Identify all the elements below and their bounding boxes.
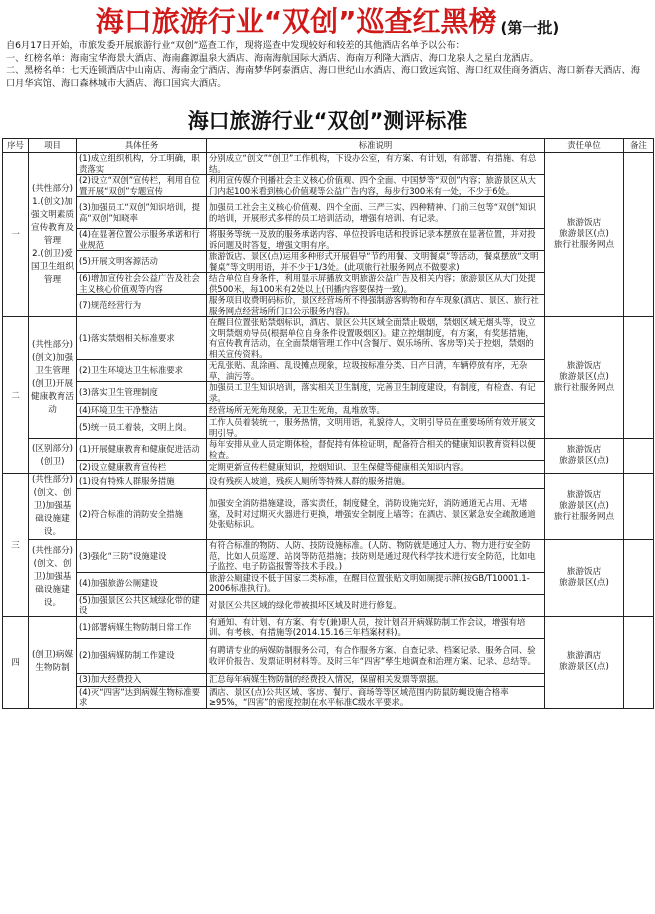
- item-category: (共性部分) (创文、创卫)加强基础设施建设。: [29, 474, 77, 540]
- task-cell: (4)灭“四害”达到病媒生物标准要求: [77, 686, 207, 708]
- section-number: 四: [3, 616, 29, 708]
- standard-cell: 加强安全消防措施建设，落实责任，制度健全，消防设施完好，消防通道无占用、无堵塞，及时对过期灭火器进行更换，增强安全制度上墙等；在酒店、景区紧急安全疏散通道处张贴标识。: [207, 488, 545, 539]
- intro-paragraph: 自6月17日开始，市旅发委开展旅游行业“双创”巡查工作，现将巡查中发现较好和较差的其他酒店名单予以公布：: [6, 40, 465, 51]
- task-cell: (6)增加宣传社会公益广告及社会主义核心价值观等内容: [77, 273, 207, 295]
- responsible-unit: 旅游酒店 旅游景区(点): [545, 616, 624, 708]
- task-cell: (2)卫生环境达卫生标准要求: [77, 360, 207, 382]
- headline-batch: (第一批): [500, 19, 560, 37]
- header-desc: 标准说明: [207, 139, 545, 153]
- intro-paragraph: 二、黑榜名单：七天连锁酒店中山南店、海南金宁酒店、海南梦华阿泰酒店、海口世纪山水酒店、海口致远宾馆、海口红双佳商务酒店、海口新春天酒店、海口月华宾馆、海口森林城市大酒店、海口国宾大酒店。: [6, 65, 640, 89]
- task-cell: (2)设立“双创”宣传栏，利用自位置开展“双创”专题宣传: [77, 175, 207, 197]
- task-cell: (3)加强员工“双创”知识培训，提高“双创”知晓率: [77, 197, 207, 229]
- standard-cell: 设有残疾人坡道，残疾人厕所等特殊人群的服务措施。: [207, 474, 545, 489]
- remark-cell: [624, 540, 654, 617]
- standard-cell: 每年安排从业人员定期体检，督促持有体检证明，配备符合相关的健康知识教育资料以便检查。: [207, 439, 545, 461]
- standard-cell: 汇总每年病媒生物防制的经费投入情况，保留相关发票等票据。: [207, 673, 545, 686]
- section-number: 一: [3, 153, 29, 317]
- standard-cell: 在醒目位置张贴禁烟标识，酒店、景区公共区域全面禁止吸烟，禁烟区域无烟头等，设立文明禁烟劝导员(根据单位自身条件设置吸烟区)。建立控烟制度，有方案，有奖惩措施，有宣传教育活动，在全面禁烟管理工作中(含餐厅、娱乐场所、客房等)关于控烟，禁烟的相关宣传资料。: [207, 317, 545, 360]
- standard-cell: 定期更新宣传栏健康知识，控烟知识、卫生保健等健康相关知识内容。: [207, 461, 545, 474]
- intro-paragraph: 一、红榜名单：海南宝华海景大酒店、海南鑫源温泉大酒店、海南海航国际大酒店、海南万利隆大酒店、海口龙泉人之星白龙酒店。: [6, 52, 539, 64]
- section-number: 二: [3, 317, 29, 474]
- task-cell: (5)统一员工着装，文明上岗。: [77, 417, 207, 439]
- standard-cell: 分别成立“创文”“创卫”工作机构，下设办公室，有方案、有计划，有部署、有措施、有总结。: [207, 153, 545, 175]
- responsible-unit: 旅游饭店 旅游景区(点): [545, 439, 624, 474]
- standard-cell: 加强员工社会主义核心价值观、四个全面、三严三实、四种精神、门前三包等“双创”知识的培训，开展形式多样的员工培训活动，增强有培训、有记录。: [207, 197, 545, 229]
- task-cell: (5)开展文明客源活动: [77, 251, 207, 273]
- standard-cell: 服务项目收费明码标价，景区经营场所不得强制游客购物和存车现象(酒店、景区、旅行社服务网点经营场所门口公示服务内容)。: [207, 295, 545, 317]
- table-row: [3, 317, 654, 360]
- task-cell: (1)落实禁烟相关标准要求: [77, 317, 207, 360]
- task-cell: (1)部署病媒生物防制日常工作: [77, 616, 207, 638]
- standard-cell: 对景区公共区域的绿化带被损坏区域及时进行修复。: [207, 594, 545, 616]
- responsible-unit: 旅游饭店 旅游景区(点) 旅行社服务网点: [545, 317, 624, 439]
- task-cell: (1)开展健康教育和健康促进活动: [77, 439, 207, 461]
- task-cell: (2)加强病媒防制工作建设: [77, 638, 207, 673]
- header-unit: 责任单位: [545, 139, 624, 153]
- standard-cell: 将服务等统一及放的服务承诺内容、单位投诉电话和投诉记录本摆放在显著位置，并对投诉问题及时答复，增强文明有序。: [207, 229, 545, 251]
- standard-cell: 有通知、有计划、有方案、有专(兼)职人员，按计划召开病媒防制工作会议，增强有培训、有考核、有措施等(2014.15.16三年档案材料)。: [207, 616, 545, 638]
- table-row: [3, 439, 654, 461]
- standard-cell: 利用宣传媒介刊播社会主义核心价值观、四个全面、中国梦等“双创”内容；旅游景区从大门内起100米看到核心价值观等公益广告内容，每步行300米有一处，不少于6处。: [207, 175, 545, 197]
- standard-cell: 加强员工卫生知识培训，落实相关卫生制度，完善卫生制度建设，有制度，有检查、有记录。: [207, 382, 545, 404]
- intro-text: [0, 38, 655, 104]
- standard-cell: 旅游饭店、景区(点)运用多种形式开展倡导“节约用餐、文明餐桌”等活动，餐桌摆放“文明餐桌”等文明用语，并不少于1/3处。(此项旅行社服务网点不做要求): [207, 251, 545, 273]
- remark-cell: [624, 317, 654, 439]
- task-cell: (3)强化“三防”设施建设: [77, 540, 207, 573]
- table-row: [3, 153, 654, 175]
- table-row: [3, 540, 654, 573]
- task-cell: (4)加强旅游公厕建设: [77, 572, 207, 594]
- table-row: [3, 616, 654, 638]
- header-remark: 备注: [624, 139, 654, 153]
- standard-cell: 酒店、景区(点)公共区域、客房、餐厅、商场等等区域范围内防鼠防蝇设施合格率≥95%，“四害”的密度控制在水平标准C级水平要求。: [207, 686, 545, 708]
- remark-cell: [624, 616, 654, 708]
- headline: [0, 0, 655, 38]
- standard-cell: 旅游公厕建设不低于国家二类标准，在醒目位置张贴文明如厕提示牌(按GB/T10001.1-2006标准执行)。: [207, 572, 545, 594]
- standard-cell: 无乱张贴、乱涂画、乱设摊点现象，垃圾按标准分类、日产日清，车辆停放有序，无杂草，油污等。: [207, 360, 545, 382]
- remark-cell: [624, 153, 654, 317]
- task-cell: (2)设立健康教育宣传栏: [77, 461, 207, 474]
- item-category: (共性部分) (创文、创卫)加强基础设施建设。: [29, 540, 77, 617]
- remark-cell: [624, 474, 654, 540]
- task-cell: (2)符合标准的消防安全措施: [77, 488, 207, 539]
- task-cell: (4)环境卫生干净整洁: [77, 404, 207, 417]
- task-cell: (5)加强景区公共区域绿化带的建设: [77, 594, 207, 616]
- task-cell: (3)加大经费投入: [77, 673, 207, 686]
- header-item: 项目: [29, 139, 77, 153]
- header-task: 具体任务: [77, 139, 207, 153]
- table-header-row: [3, 139, 654, 153]
- task-cell: (4)在显著位置公示服务承诺和行业规范: [77, 229, 207, 251]
- item-category: (创卫)病媒生物防制: [29, 616, 77, 708]
- task-cell: (1)成立组织机构，分工明确，职责落实: [77, 153, 207, 175]
- header-no: 序号: [3, 139, 29, 153]
- task-cell: (3)落实卫生管理制度: [77, 382, 207, 404]
- standard-cell: 工作人员着装统一，服务热情，文明用语，礼貌待人，文明引导员在重要场所有效开展文明引导。: [207, 417, 545, 439]
- headline-title: 海口旅游行业“双创”巡查红黑榜: [95, 5, 497, 38]
- section-number: 三: [3, 474, 29, 617]
- standard-cell: 有聘请专业的病媒防制服务公司，有合作服务方案、自查记录、档案记录、服务合同、验收评价报告、发票证明材料等。及时三年“四害”孳生地调查和治理方案、记录、总结等。: [207, 638, 545, 673]
- item-category: (共性部分) (创文)加强卫生管理 (创卫)开展健康教育活动: [29, 317, 77, 439]
- item-category: (共性部分) 1.(创文)加强文明素质宣传教育及管理 2.(创卫)爱国卫生组织管理: [29, 153, 77, 317]
- task-cell: (7)规范经营行为: [77, 295, 207, 317]
- responsible-unit: 旅游饭店 旅游景区(点) 旅行社服务网点: [545, 153, 624, 317]
- table-title: 海口旅游行业“双创”测评标准: [187, 109, 468, 133]
- responsible-unit: 旅游饭店 旅游景区(点) 旅行社服务网点: [545, 474, 624, 540]
- task-cell: (1)设有特殊人群服务措施: [77, 474, 207, 489]
- standard-cell: 经营场所无死角现象，无卫生死角，乱堆放等。: [207, 404, 545, 417]
- remark-cell: [624, 439, 654, 474]
- standard-cell: 结合单位自身条件，利用显示屏播放文明旅游公益广告及相关内容；旅游景区从大门处提供500米，每100米有2处以上(刊播内容要保持一致)。: [207, 273, 545, 295]
- standard-cell: 有符合标准的物防、人防、技防设施标准。(人防、物防就是通过人力、物力进行安全防范，比如人员巡逻、站岗等防范措施；技防则是通过现代科学技术进行安全防范，比如电子监控、电子防盗报警等技术手段。): [207, 540, 545, 573]
- responsible-unit: 旅游饭店 旅游景区(点): [545, 540, 624, 617]
- evaluation-table: [2, 138, 654, 709]
- item-category: (区别部分) (创卫): [29, 439, 77, 474]
- table-row: [3, 474, 654, 489]
